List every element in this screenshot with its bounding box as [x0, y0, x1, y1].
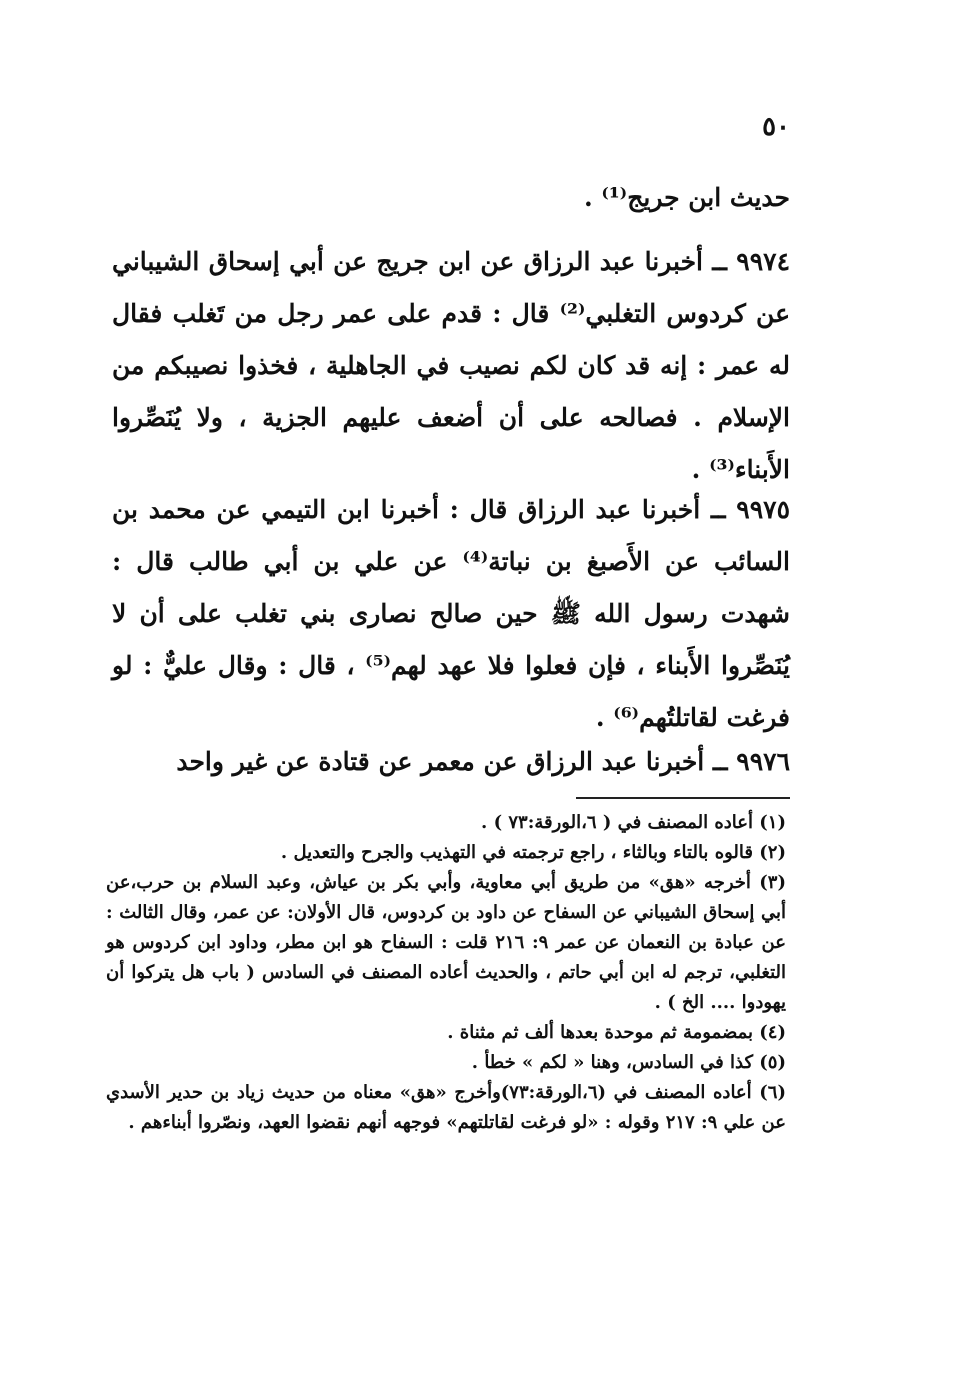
footnote-2: (٢) قالوه بالتاء وبالثاء ، راجع ترجمته في التهذيب والجرح والتعديل .	[280, 842, 786, 863]
hadith-entry-9974: ٩٩٧٤ ــ أخبرنا عبد الرزاق عن ابن جريج عن أبي إسحاق الشيباني عن كردوس التغلبي⁽²⁾ قال : قدم على عمر رجل من تَغلب فقال له عمر : إنه قد كان لكم نصيب في الجاهلية ، فخذوا نصيبكم من الإسلام . فصالحه على أن أضعف عليهم الجزية ، ولا يُنَصِّروا الأَبناء⁽³⁾ .	[112, 247, 790, 484]
footnote-6: (٦) أعاده المصنف في (٦،الورقة:٧٣)وأخرج «هق» معناه من حديث زياد بن حدير الأسدي عن علي ٩: ٢١٧ وقوله : «لو فرغت لقاتلتهم» فوجهه أنهم نقضوا العهد، ونصّروا أبناءهم .	[106, 1082, 786, 1133]
footnotes	[106, 808, 786, 1138]
footnote-separator	[576, 797, 790, 799]
hadith-entry-9975: ٩٩٧٥ ــ أخبرنا عبد الرزاق قال : أخبرنا ابن التيمي عن محمد بن السائب عن الأَصبغ بن نباتة⁽⁴⁾ عن علي بن أبي طالب قال : شهدت رسول الله ﷺ حين صالح نصارى بني تغلب على أن لا يُنَصِّروا الأَبناء ، فإن فعلوا فلا عهد لهم⁽⁵⁾ ، قال : وقال عليٌّ : لو فرغت لقاتلتُهم⁽⁶⁾ .	[112, 495, 790, 732]
footnote-3: (٣) أخرجه «هق» من طريق أبي معاوية، وأبي بكر بن عياش، وعبد السلام بن حرب،عن أبي إسحاق الشيباني عن السفاح عن داود بن كردوس، قال الأولان: عن عمر، وقال الثالث : عن عبادة بن النعمان عن عمر ٩: ٢١٦ قلت : السفاح هو ابن مطر، وداود ابن كردوس هو التغلبي، ترجم له ابن أبي حاتم ، والحديث أعاده المصنف في السادس ( باب هل يتركوا أن يهودوا .... الخ ) .	[106, 872, 786, 1013]
footnote-1: (١) أعاده المصنف في ( ٦،الورقة:٧٣ ) .	[481, 812, 786, 833]
footnote-5: (٥) كذا في السادس، وهنا « لكم » خطأ .	[471, 1052, 786, 1073]
hadith-entry-9976: ٩٩٧٦ ــ أخبرنا عبد الرزاق عن معمر عن قتادة عن غير واحد	[176, 747, 790, 776]
page-number: ٥٠	[762, 112, 790, 142]
section-title: حديث ابن جريج⁽¹⁾ .	[583, 183, 790, 212]
footnote-4: (٤) بمضمومة ثم موحدة بعدها ألف ثم مثناة .	[447, 1022, 786, 1043]
